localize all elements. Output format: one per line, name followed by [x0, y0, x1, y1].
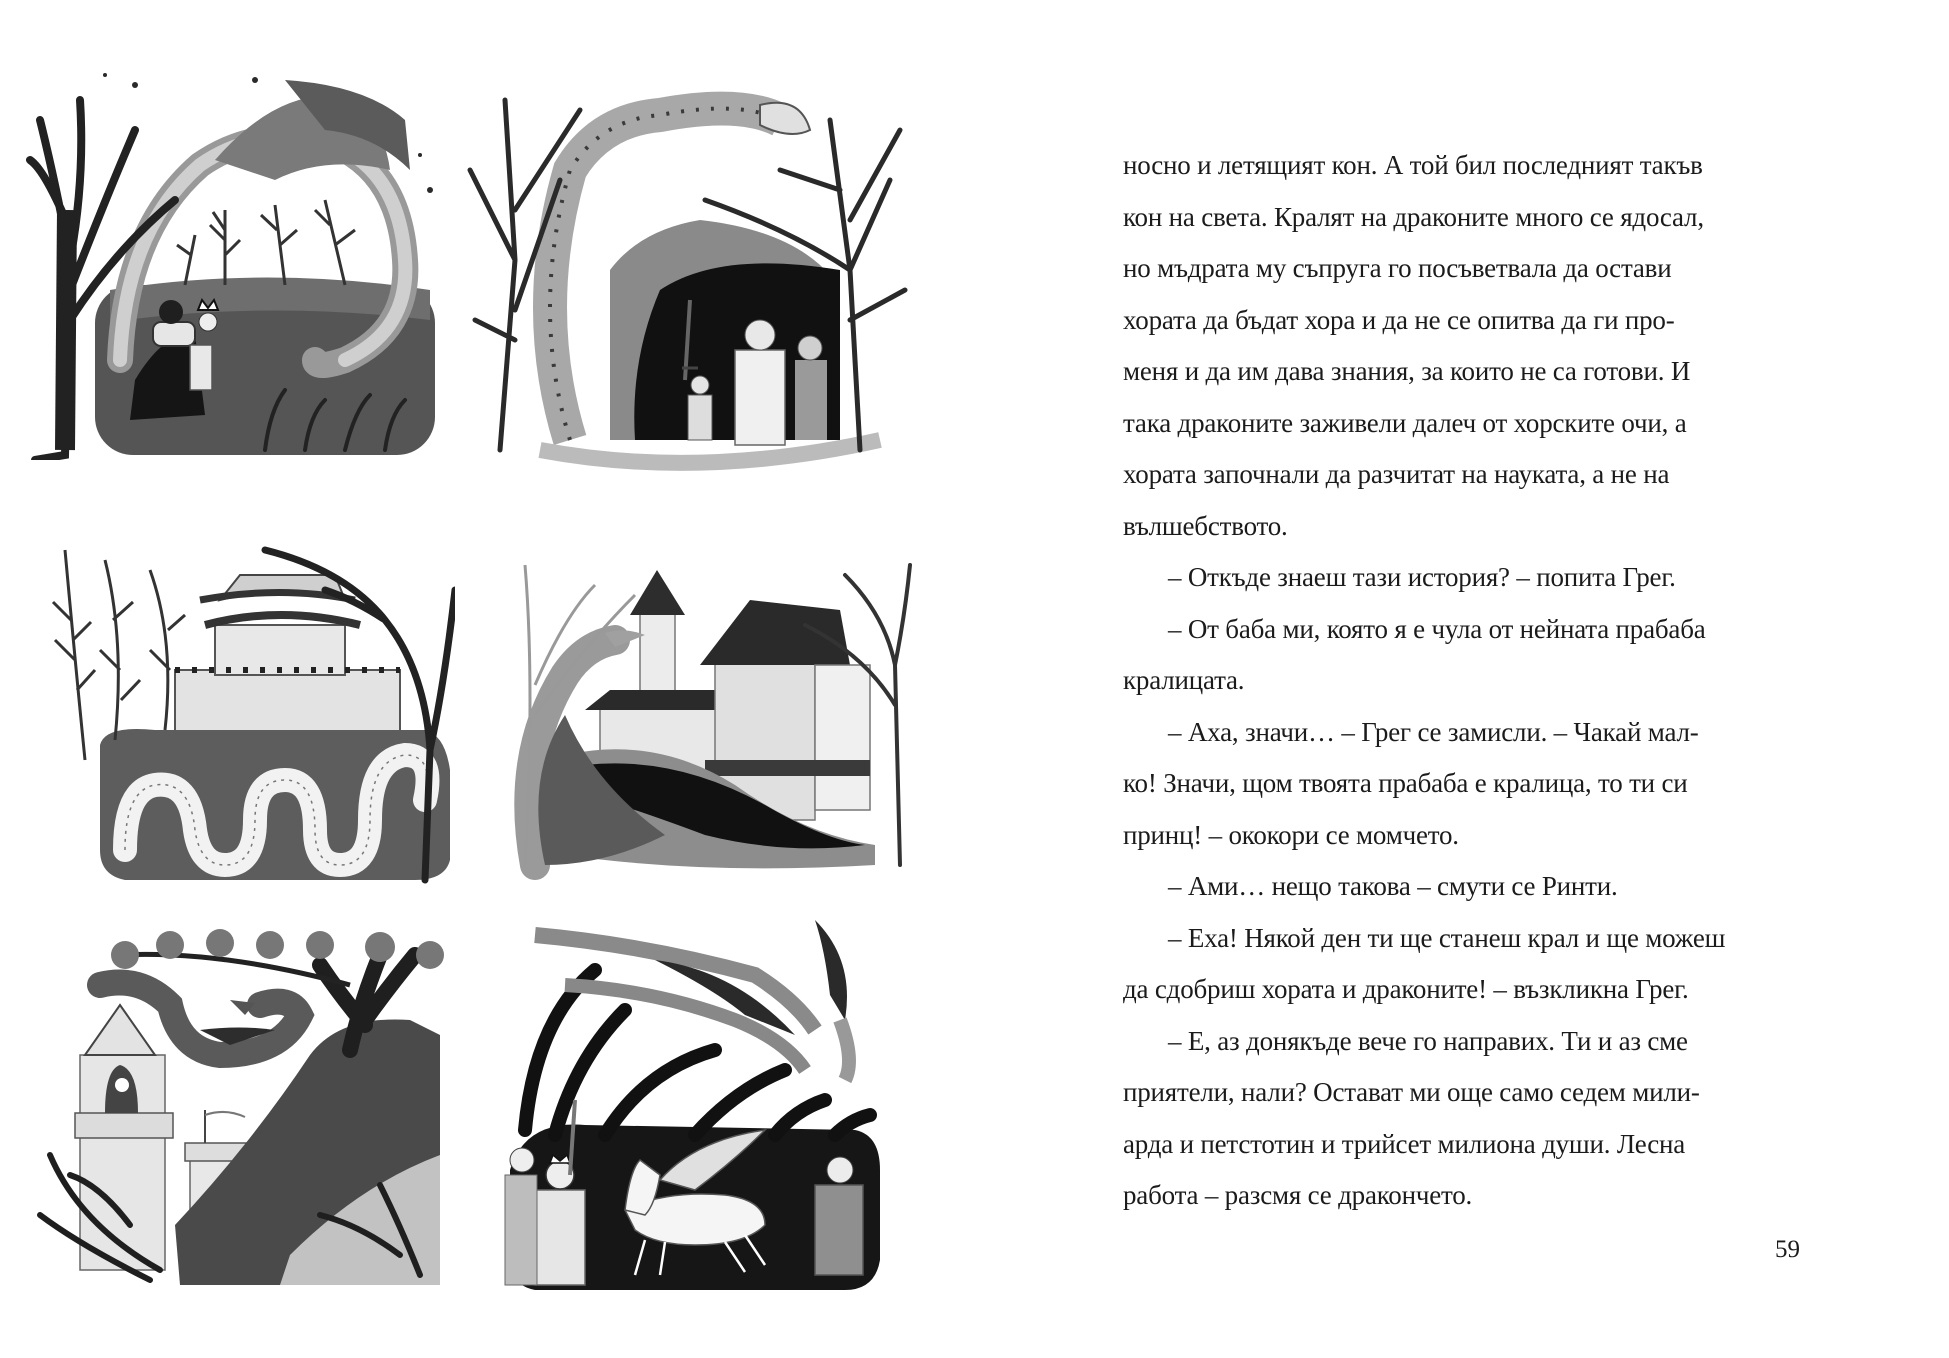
text-line: работа – разсмя се дракончето.	[1123, 1180, 1473, 1210]
pagoda-serpent-drawing	[25, 530, 455, 890]
text-line: меня и да им дава знания, за които не са готови. И	[1123, 356, 1691, 386]
text-line: кон на света. Кралят на драконите много се ядосал,	[1123, 201, 1704, 232]
illustration-knight-and-dragon	[25, 60, 445, 460]
dialogue-line: – Еха! Някой ден ти ще станеш крал и ще можеш	[1168, 922, 1726, 953]
illustration-pagoda-and-serpent	[25, 530, 455, 890]
text-line: вълшебството.	[1123, 510, 1288, 541]
text-line: арда и петстотин и трийсет милиона души. Лесна	[1123, 1128, 1686, 1159]
tower-dragon-drawing	[20, 925, 460, 1305]
dialogue-line: – Е, аз донякъде вече го направих. Ти и аз сме	[1168, 1025, 1688, 1056]
text-line: принц! – ококори се момчето.	[1123, 819, 1459, 850]
illustration-cave-and-serpent	[460, 60, 920, 480]
dialogue-line: – От баба ми, която я е чула от нейната прабаба	[1168, 613, 1706, 644]
castle-dragon-drawing	[505, 535, 915, 885]
illustration-castle-and-dragon	[505, 535, 915, 885]
illustration-dragons-and-winged-horse	[495, 920, 925, 1300]
dragons-horse-drawing	[495, 920, 925, 1300]
illustration-grid	[0, 0, 960, 1358]
knight-dragon-drawing	[25, 60, 445, 460]
text-line: да сдобриш хората и драконите! – възкликна Грег.	[1123, 974, 1689, 1004]
text-line: хората да бъдат хора и да не се опитва да ги про-	[1123, 304, 1675, 335]
text-line: носно и летящият кон. А той бил последният такъв	[1123, 150, 1703, 180]
dialogue-line: – Откъде знаеш тази история? – попита Грег.	[1168, 562, 1676, 592]
text-line: кралицата.	[1123, 665, 1245, 695]
text-line: така драконите заживели далеч от хорските очи, а	[1123, 407, 1687, 438]
text-line: хората започнали да разчитат на науката, а не на	[1123, 459, 1670, 489]
page-number: 59	[1775, 1236, 1800, 1263]
dialogue-line: – Ами… нещо такова – смути се Ринти.	[1168, 871, 1618, 901]
text-line: но мъдрата му съпруга го посъветвала да остави	[1123, 253, 1672, 283]
text-line: приятели, нали? Остават ми още само седем мили-	[1123, 1077, 1700, 1107]
cave-serpent-drawing	[460, 60, 920, 480]
text-line: ко! Значи, щом твоята прабаба е кралица, то ти си	[1123, 768, 1688, 798]
dialogue-line: – Аха, значи… – Грег се замисли. – Чакай мал-	[1168, 716, 1699, 747]
body-text	[1123, 140, 1803, 1222]
illustration-tower-and-flying-dragon	[20, 925, 460, 1305]
